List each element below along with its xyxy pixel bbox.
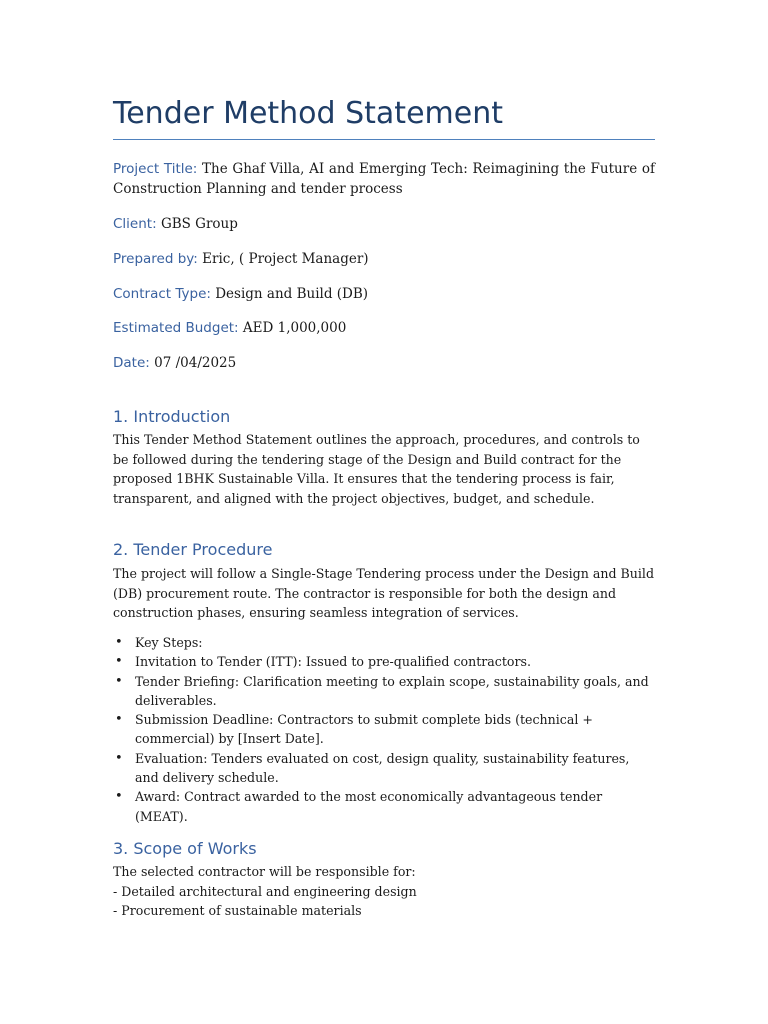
title-underline-rule xyxy=(113,139,655,140)
prepared-by-value: Eric, ( Project Manager) xyxy=(202,251,369,267)
list-item-text: Award: Contract awarded to the most economically advantageous tender (MEAT). xyxy=(135,789,603,824)
client-label: Client: xyxy=(113,216,157,232)
list-item xyxy=(113,652,655,671)
project-title-label: Project Title: xyxy=(113,161,198,177)
bullet-icon: • xyxy=(115,789,123,805)
list-item xyxy=(113,749,655,788)
tender-procedure-paragraph: The project will follow a Single-Stage Tendering process under the Design and Build (DB) procurement route. The contractor is responsible for both the design and construction phases, ensuring seamless integration of services. xyxy=(113,566,655,620)
bullet-icon: • xyxy=(115,673,123,689)
list-item-text: Submission Deadline: Contractors to submit complete bids (technical + commercial) by [Insert Date]. xyxy=(135,712,593,747)
bullet-icon: • xyxy=(115,635,123,650)
document-title: Tender Method Statement xyxy=(113,96,503,131)
project-title-line xyxy=(113,159,655,199)
bullet-icon: • xyxy=(115,750,123,766)
estimated-budget-line xyxy=(113,318,655,338)
bullet-icon: • xyxy=(115,654,123,670)
date-value: 07 /04/2025 xyxy=(154,355,237,371)
contract-type-value: Design and Build (DB) xyxy=(215,286,369,302)
prepared-by-label: Prepared by: xyxy=(113,251,198,267)
estimated-budget-label: Estimated Budget: xyxy=(113,320,239,336)
list-item xyxy=(113,672,655,711)
bullet-icon: • xyxy=(115,712,123,728)
date-label: Date: xyxy=(113,355,150,371)
introduction-paragraph: This Tender Method Statement outlines the approach, procedures, and controls to be followed during the tendering stage of the Design and Build contract for the proposed 1BHK Sustainable Villa. It ensures that the tendering process is fair, transparent, and aligned with the project objectives, budget, and schedule. xyxy=(113,432,640,506)
date-line xyxy=(113,353,655,373)
contract-type-label: Contract Type: xyxy=(113,286,211,302)
tender-steps-list xyxy=(113,633,655,826)
client-line xyxy=(113,214,655,234)
prepared-by-line xyxy=(113,249,655,269)
introduction-heading: 1. Introduction xyxy=(113,407,231,426)
list-item xyxy=(113,710,655,749)
tender-procedure-heading: 2. Tender Procedure xyxy=(113,540,273,559)
list-item xyxy=(113,787,655,826)
scope-line: - Detailed architectural and engineering design xyxy=(113,883,417,899)
scope-of-works-body xyxy=(113,862,655,921)
estimated-budget-value: AED 1,000,000 xyxy=(242,320,347,336)
scope-line: - Procurement of sustainable materials xyxy=(113,903,362,918)
list-item-text: Invitation to Tender (ITT): Issued to pre-qualified contractors. xyxy=(135,654,531,670)
scope-line: The selected contractor will be responsible for: xyxy=(113,864,416,879)
list-item-text: Key Steps: xyxy=(135,635,203,650)
list-item xyxy=(113,633,655,652)
list-item-text: Tender Briefing: Clarification meeting to explain scope, sustainability goals, and deliverables. xyxy=(135,673,649,708)
scope-of-works-heading: 3. Scope of Works xyxy=(113,839,257,858)
client-value: GBS Group xyxy=(160,216,238,232)
contract-type-line xyxy=(113,284,655,304)
list-item-text: Evaluation: Tenders evaluated on cost, design quality, sustainability features, and delivery schedule. xyxy=(135,750,630,786)
project-title-value: The Ghaf Villa, AI and Emerging Tech: Reimagining the Future of Construction Planning and tender process xyxy=(113,161,655,197)
